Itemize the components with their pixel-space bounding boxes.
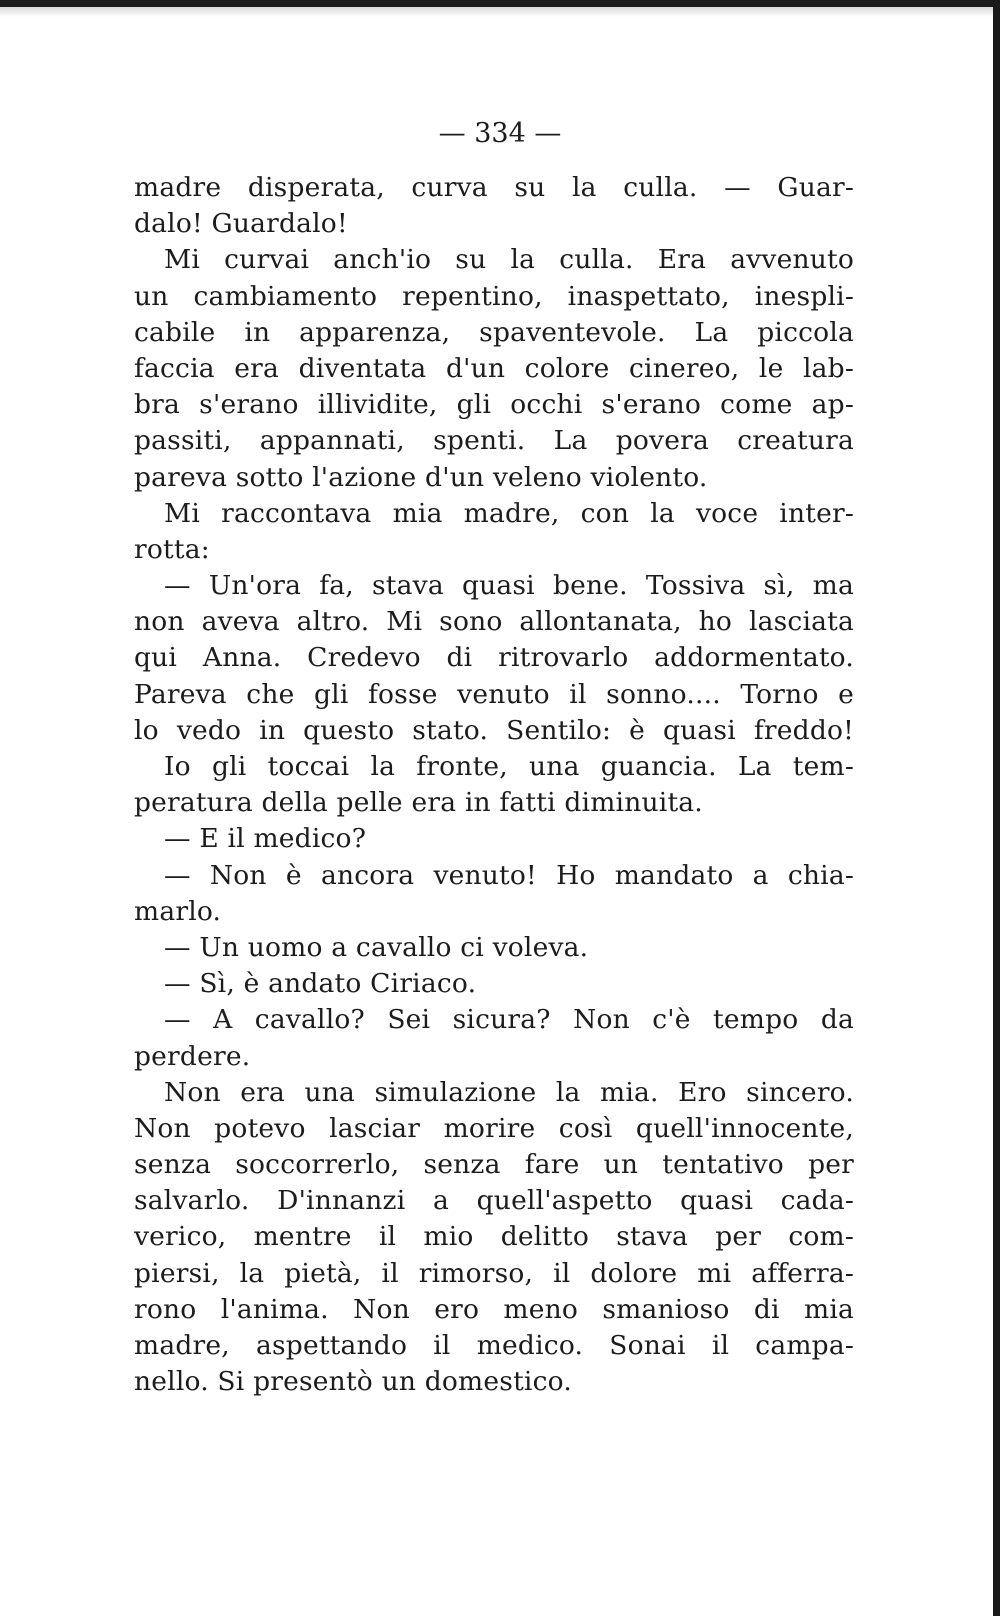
page-number: — 334 — bbox=[438, 118, 562, 149]
text-line: — Un uomo a cavallo ci voleva. bbox=[164, 931, 589, 963]
text-line: Non potevo lasciar morire così quell'innocente, bbox=[134, 1112, 854, 1144]
text-line: — E il medico? bbox=[164, 823, 367, 855]
text-line: — A cavallo? Sei sicura? Non c'è tempo da bbox=[164, 1004, 854, 1036]
text-line: — Un'ora fa, stava quasi bene. Tossiva sì, ma bbox=[164, 570, 854, 602]
text-line: qui Anna. Credevo di ritrovarlo addormentato. bbox=[134, 642, 854, 674]
text-line: piersi, la pietà, il rimorso, il dolore mi afferra- bbox=[134, 1257, 854, 1289]
text-line: nello. Si presentò un domestico. bbox=[134, 1366, 572, 1398]
text-line: marlo. bbox=[134, 895, 222, 927]
text-line: senza soccorrerlo, senza fare un tentativo per bbox=[134, 1149, 854, 1181]
scan-right-edge bbox=[993, 0, 1000, 1616]
text-line: Pareva che gli fosse venuto il sonno.... Torno e bbox=[134, 678, 854, 710]
text-line: peratura della pelle era in fatti diminuita. bbox=[134, 787, 703, 819]
text-line: un cambiamento repentino, inaspettato, inespli- bbox=[134, 280, 854, 312]
text-line: passiti, appannati, spenti. La povera creatura bbox=[134, 425, 854, 457]
text-line: madre, aspettando il medico. Sonai il campa- bbox=[134, 1330, 854, 1361]
page-body-text bbox=[134, 170, 854, 1400]
scan-top-edge bbox=[0, 0, 1000, 7]
text-line: Io gli toccai la fronte, una guancia. La tem- bbox=[164, 751, 854, 782]
text-line: Non era una simulazione la mia. Ero sincero. bbox=[164, 1076, 854, 1108]
text-line: lo vedo in questo stato. Sentilo: è quasi freddo! bbox=[134, 714, 854, 746]
text-line: — Sì, è andato Ciriaco. bbox=[164, 968, 477, 1000]
text-line: faccia era diventata d'un colore cinereo, le lab- bbox=[134, 352, 854, 384]
text-line: rono l'anima. Non ero meno smanioso di mia bbox=[134, 1293, 854, 1325]
text-line: rotta: bbox=[134, 533, 210, 565]
text-line: — Non è ancora venuto! Ho mandato a chia- bbox=[164, 859, 854, 891]
text-line: cabile in apparenza, spaventevole. La piccola bbox=[134, 316, 854, 348]
text-line: Mi curvai anch'io su la culla. Era avvenuto bbox=[164, 244, 854, 276]
scan-top-shadow bbox=[0, 7, 1000, 17]
text-line: pareva sotto l'azione d'un veleno violento. bbox=[134, 461, 708, 493]
text-line: madre disperata, curva su la culla. — Guar- bbox=[134, 172, 854, 203]
text-line: perdere. bbox=[134, 1040, 251, 1072]
text-line: verico, mentre il mio delitto stava per com- bbox=[134, 1221, 854, 1253]
text-line: salvarlo. D'innanzi a quell'aspetto quasi cada- bbox=[134, 1185, 854, 1217]
text-line: dalo! Guardalo! bbox=[134, 208, 348, 240]
text-line: Mi raccontava mia madre, con la voce inter- bbox=[164, 497, 854, 529]
text-line: bra s'erano illividite, gli occhi s'erano come ap- bbox=[134, 389, 854, 421]
text-line: non aveva altro. Mi sono allontanata, ho lasciata bbox=[134, 606, 854, 638]
